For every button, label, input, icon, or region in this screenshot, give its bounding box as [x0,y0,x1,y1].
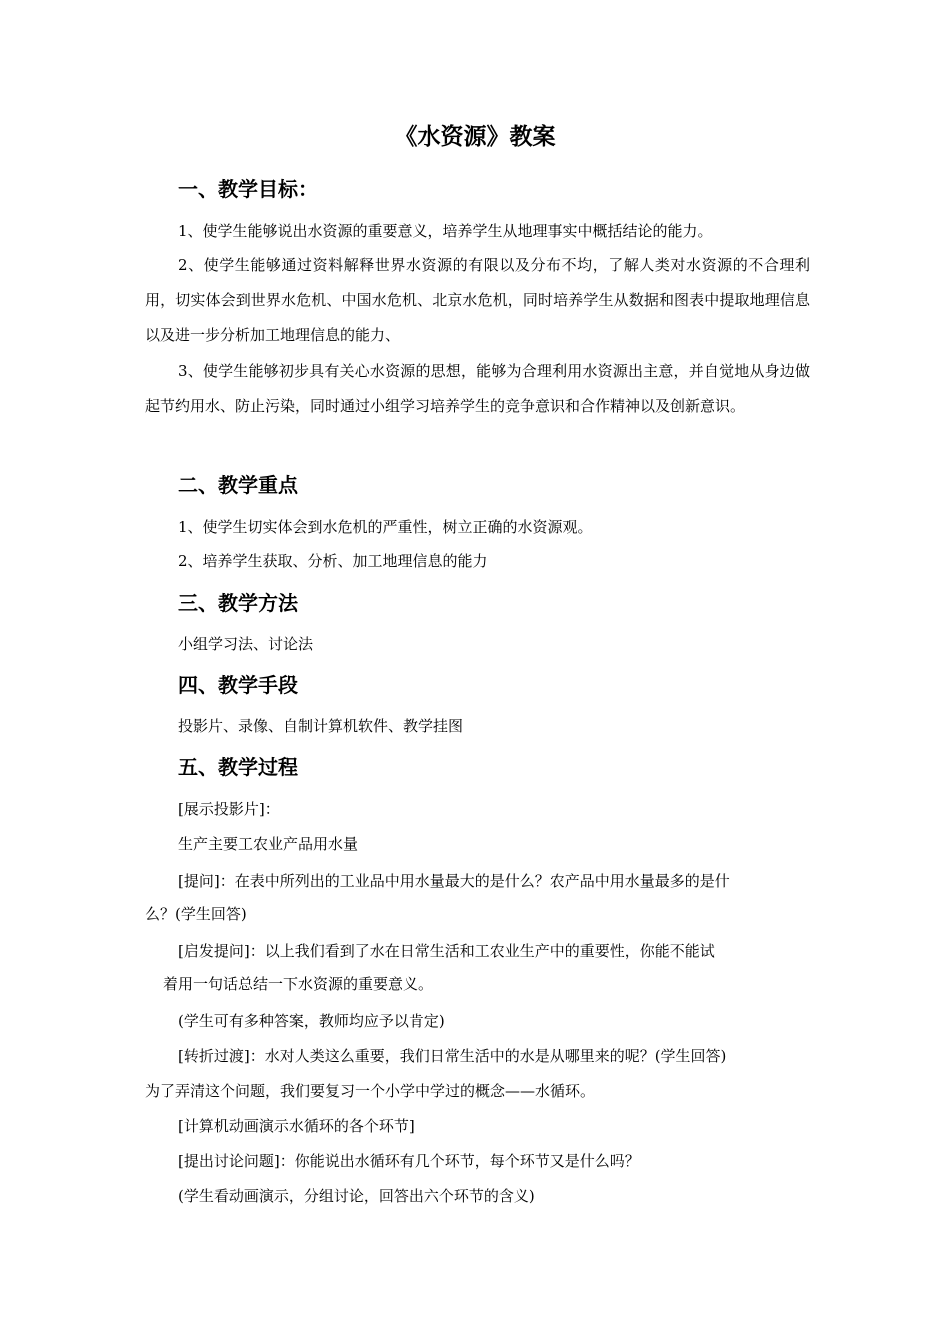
objective-paragraph-1: 1、使学生能够说出水资源的重要意义，培养学生从地理事实中概括结论的能力。 [178,222,713,240]
section-heading-key-points: 二、教学重点 [178,473,298,497]
methods-text: 小组学习法、讨论法 [178,635,314,653]
process-line: [转折过渡]：水对人类这么重要，我们日常生活中的水是从哪里来的呢？(学生回答) [178,1047,727,1065]
document-title: 《水资源》教案 [394,124,556,150]
section-heading-objectives: 一、教学目标： [178,177,318,201]
section-heading-methods: 三、教学方法 [178,591,298,615]
means-text: 投影片、录像、自制计算机软件、教学挂图 [178,717,464,735]
section-heading-process: 五、教学过程 [178,755,298,779]
key-point-2: 2、培养学生获取、分析、加工地理信息的能力 [178,552,488,570]
process-line: [提出讨论问题]：你能说出水循环有几个环节，每个环节又是什么吗？ [178,1152,640,1170]
process-line: (学生看动画演示，分组讨论，回答出六个环节的含义) [178,1187,535,1205]
process-line: 么？(学生回答) [145,905,247,923]
process-line: 为了弄清这个问题，我们要复习一个小学中学过的概念——水循环。 [145,1082,596,1100]
process-line: [计算机动画演示水循环的各个环节] [178,1117,415,1135]
key-point-1: 1、使学生切实体会到水危机的严重性，树立正确的水资源观。 [178,518,593,536]
process-line: 着用一句话总结一下水资源的重要意义。 [163,975,434,993]
section-heading-means: 四、教学手段 [178,673,298,697]
process-line: (学生可有多种答案，教师均应予以肯定) [178,1012,445,1030]
objective-paragraph-3: 3、使学生能够初步具有关心水资源的思想，能够为合理利用水资源出主意，并自觉地从身边做起节约用水、防止污染，同时通过小组学习培养学生的竞争意识和合作精神以及创新意识。 [145,362,810,415]
process-line: [提问]：在表中所列出的工业品中用水量最大的是什么？农产品中用水量最多的是什 [178,872,730,890]
process-line: [启发提问]：以上我们看到了水在日常生活和工农业生产中的重要性，你能不能试 [178,942,715,960]
process-line: [展示投影片]： [178,800,280,818]
objective-paragraph-2: 2、使学生能够通过资料解释世界水资源的有限以及分布不均，了解人类对水资源的不合理利用，切实体会到世界水危机、中国水危机、北京水危机，同时培养学生从数据和图表中提取地理信息以及进一步分析加工地理信息的能力、 [145,256,810,344]
process-line: 生产主要工农业产品用水量 [178,835,359,853]
